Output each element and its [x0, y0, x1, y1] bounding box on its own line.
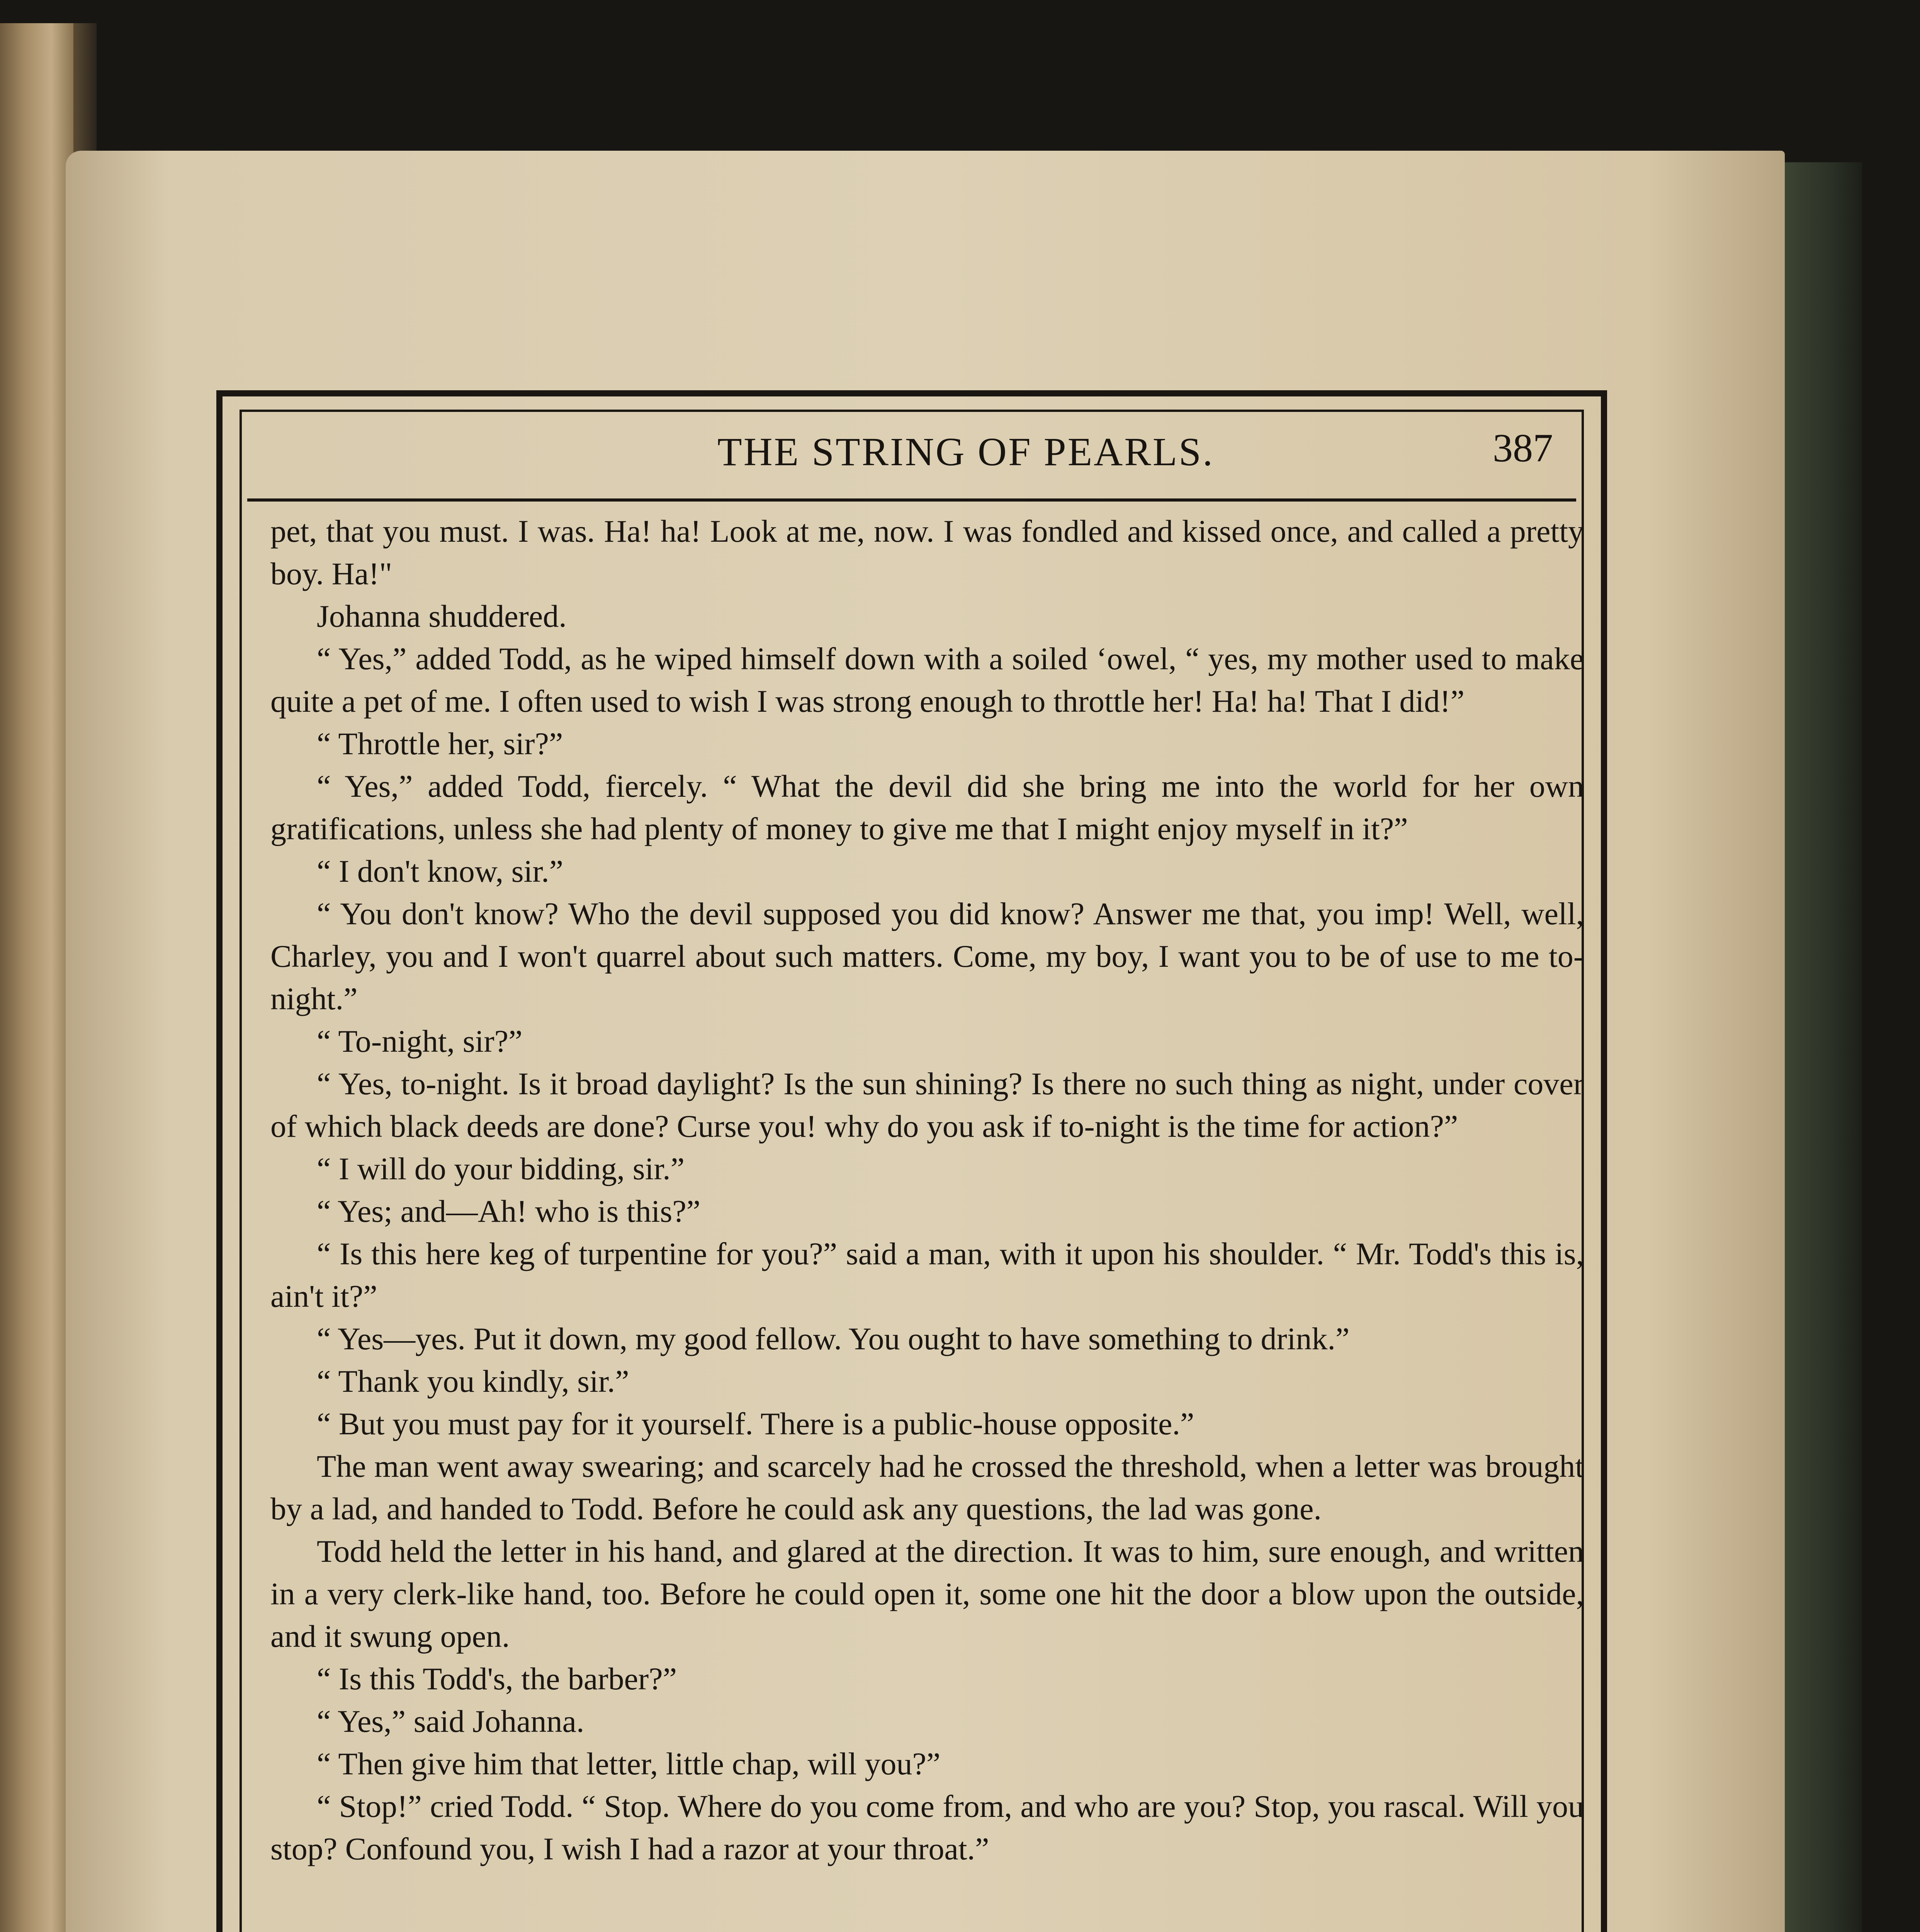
body-text-top [270, 510, 1584, 1870]
facing-page-edge [0, 23, 73, 1932]
header-rule [247, 498, 1576, 502]
paragraph: pet, that you must. I was. Ha! ha! Look at me, now. I was fondled and kissed once, and called a pretty boy. Ha!" [270, 514, 1584, 591]
paragraph: “ To-night, sir?” [317, 1024, 523, 1059]
paragraph: “ Yes,” added Todd, fiercely. “ What the devil did she bring me into the world for her own gratifications, unless she had plenty of money to give me that I might enjoy myself in it?” [270, 769, 1584, 846]
paragraph: “ But you must pay for it yourself. There is a public-house opposite.” [317, 1406, 1194, 1441]
page-number: 387 [1493, 426, 1553, 470]
book-cover-edge [1785, 162, 1862, 1932]
paragraph: “ Thank you kindly, sir.” [317, 1364, 629, 1399]
paragraph: “ Stop!” cried Todd. “ Stop. Where do you come from, and who are you? Stop, you rascal. Will you stop? Confound you, I wish I had a razor at your throat.” [270, 1789, 1584, 1866]
running-header-title: THE STRING OF PEARLS. [717, 430, 1214, 474]
paragraph: Johanna shuddered. [317, 599, 567, 634]
paragraph: “ I don't know, sir.” [317, 854, 564, 889]
paragraph: “ Yes,” added Todd, as he wiped himself down with a soiled ‘owel, “ yes, my mother used to make quite a pet of me. I often used to wish I was strong enough to throttle her! Ha! ha! That I did!” [270, 641, 1584, 719]
paragraph: “ You don't know? Who the devil supposed you did know? Answer me that, you imp! Well, well, Charley, you and I won't quarrel about such matters. Come, my boy, I want you to be of use to me to-night.” [270, 896, 1584, 1016]
paragraph: “ Throttle her, sir?” [317, 726, 563, 761]
paragraph: “ Is this here keg of turpentine for you?” said a man, with it upon his shoulder. “ Mr. Todd's this is, ain't it?” [270, 1236, 1584, 1314]
paragraph: “ Yes—yes. Put it down, my good fellow. You ought to have something to drink.” [317, 1321, 1350, 1356]
paragraph: Todd held the letter in his hand, and glared at the direction. It was to him, sure enough, and written in a very clerk-like hand, too. Before he could open it, some one hit the door a blow upon the outside, and it swung open. [270, 1534, 1584, 1654]
paragraph: “ Yes, to-night. Is it broad daylight? Is the sun shining? Is there no such thing as night, under cover of which black deeds are done? Curse you! why do you ask if to-night is the time for action?” [270, 1066, 1584, 1144]
paragraph: The man went away swearing; and scarcely had he crossed the threshold, when a letter was brought by a lad, and handed to Todd. Before he could ask any questions, the lad was gone. [270, 1449, 1584, 1526]
paragraph: “ I will do your bidding, sir.” [317, 1151, 685, 1186]
paragraph: “ Then give him that letter, little chap, will you?” [317, 1746, 941, 1781]
paragraph: “ Yes; and—Ah! who is this?” [317, 1194, 701, 1229]
paragraph: “ Yes,” said Johanna. [317, 1704, 584, 1739]
paragraph: “ Is this Todd's, the barber?” [317, 1661, 677, 1696]
